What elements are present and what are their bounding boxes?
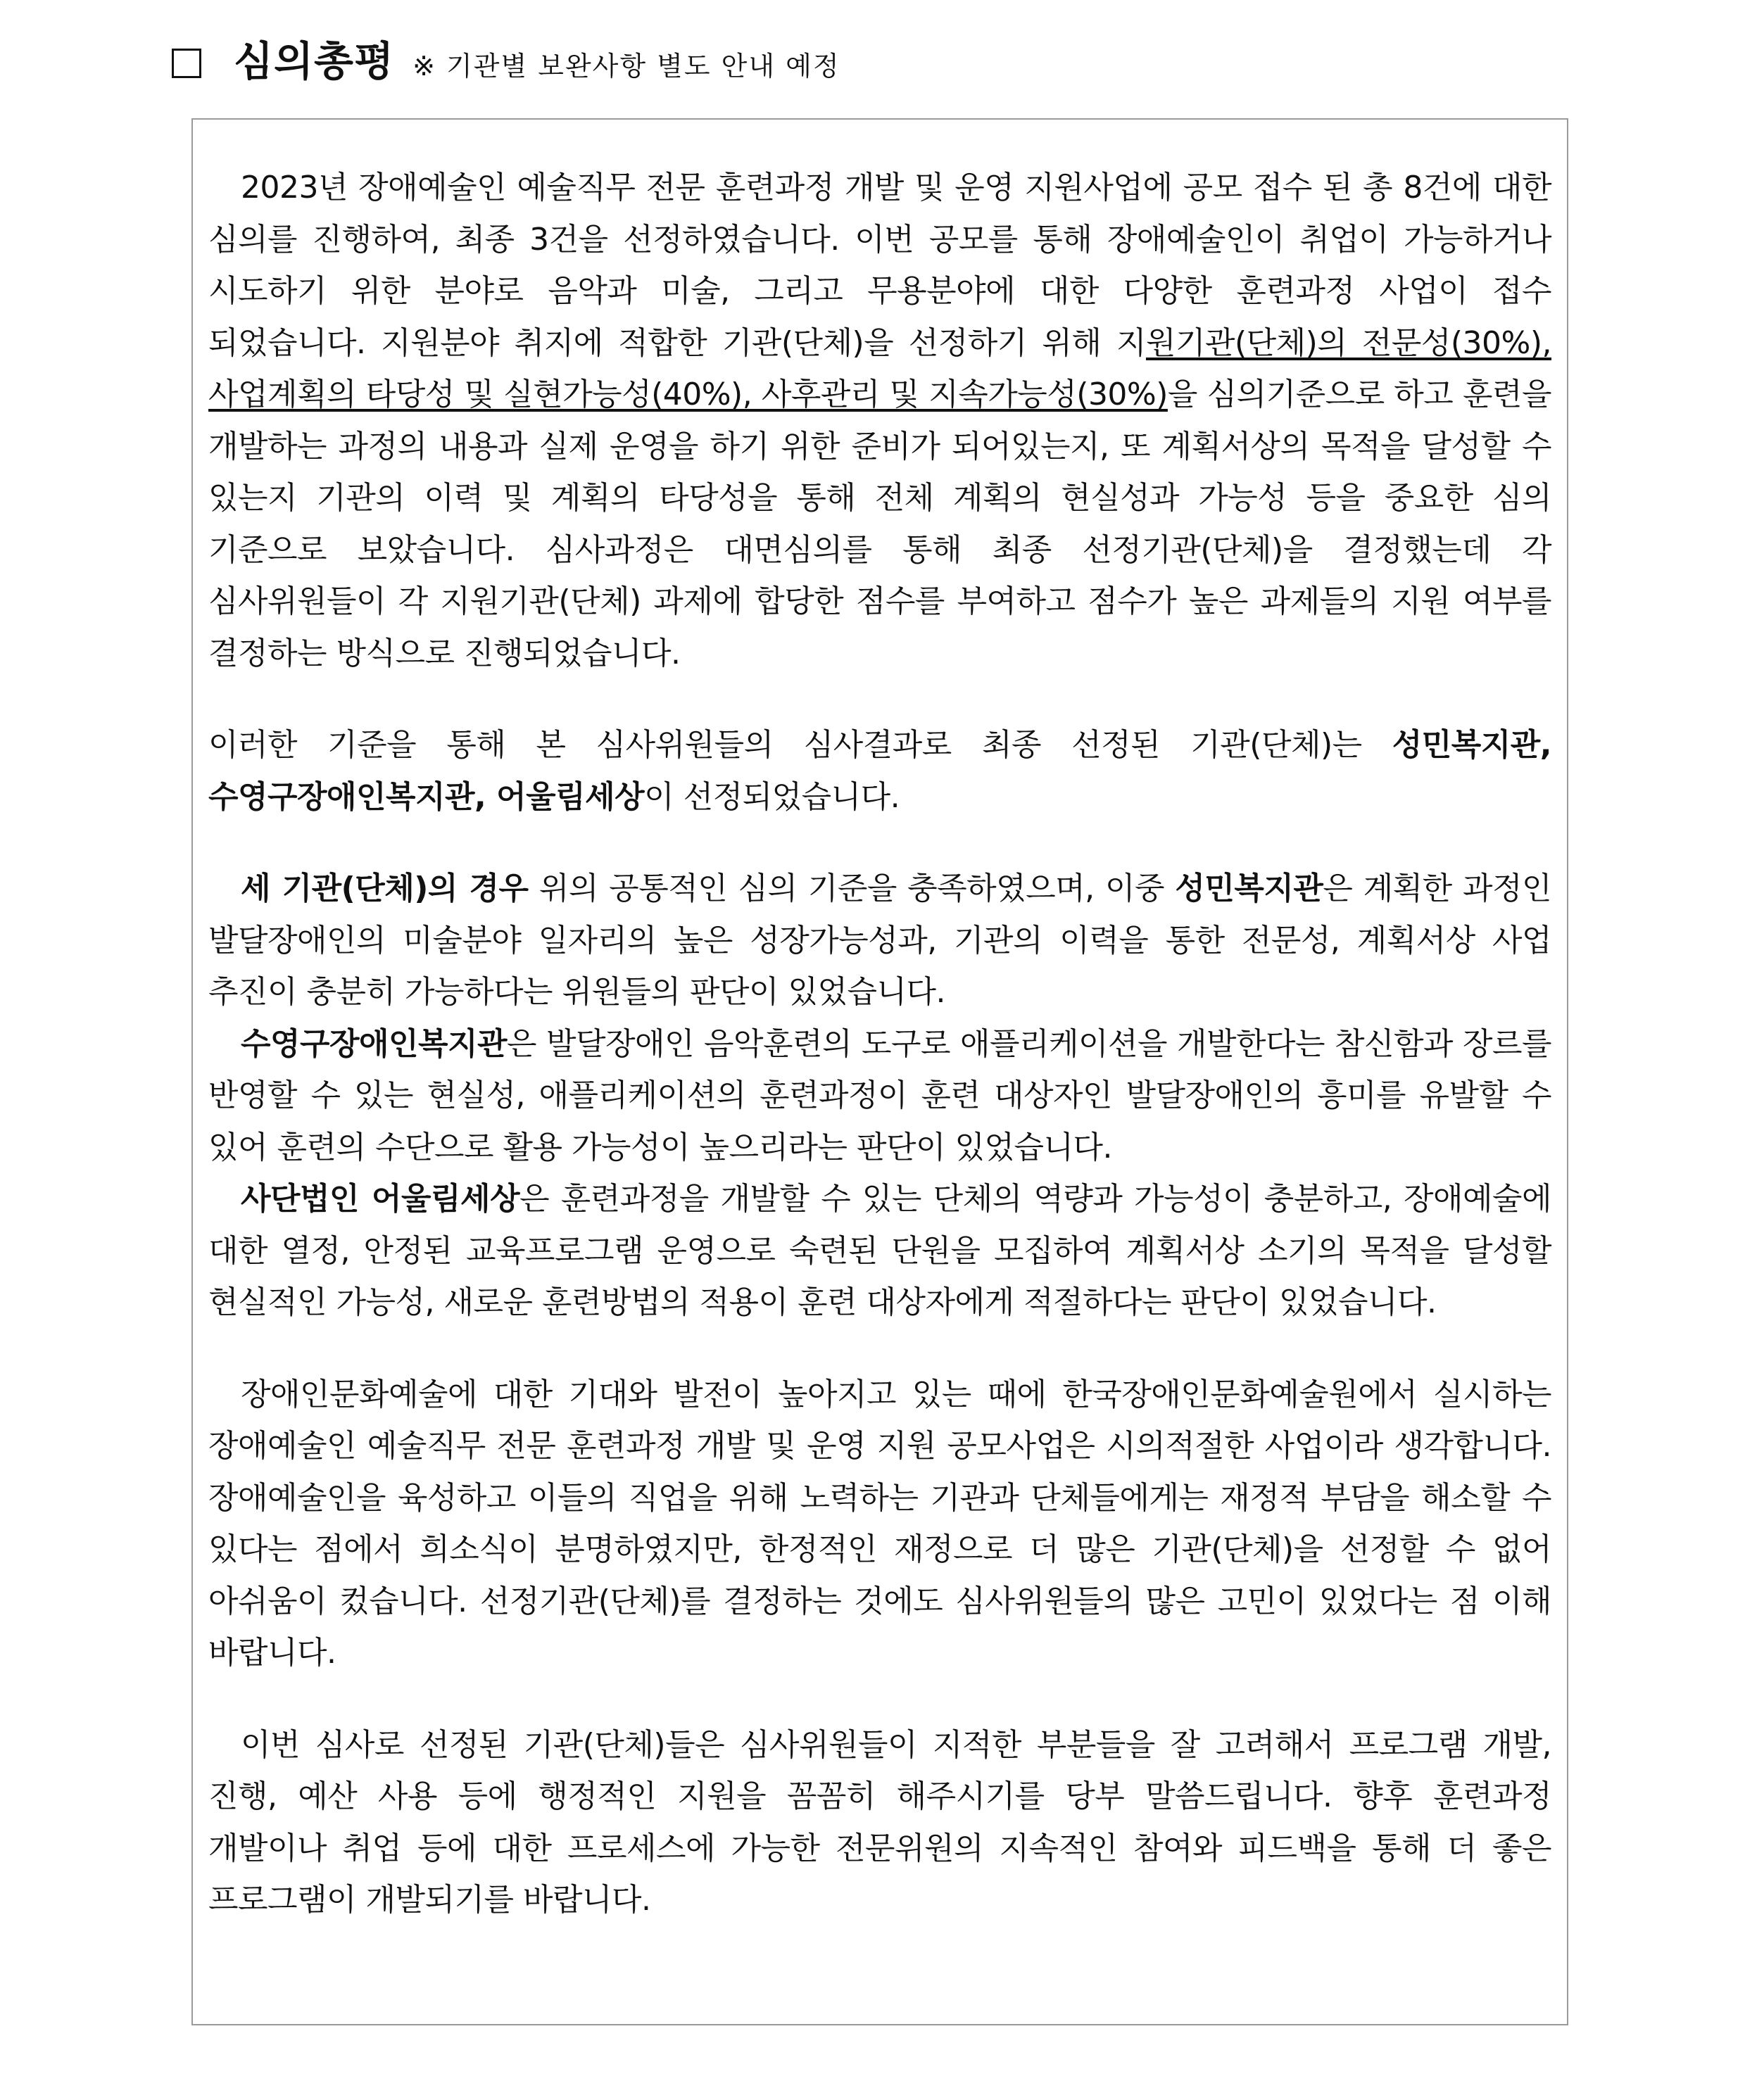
section-title: 심의총평 xyxy=(234,37,395,85)
institution-name: 사단법인 어울림세상 xyxy=(241,1181,520,1217)
paragraph-text: 은 훈련과정을 개발할 수 있는 단체의 역량과 가능성이 충분하고, 장애예술에 대한 열정, 안정된 교육프로그램 운영으로 숙련된 단원을 모집하여 계획서상 소기의 목적을 달성할 현실적인 가능성, 새로운 훈련방법의 적용이 훈련 대상자에게 적절하다는 판단이 있었습니다. xyxy=(208,1181,1552,1320)
paragraph-suyeong xyxy=(208,1018,1551,1174)
institution-name: 수영구장애인복지관 xyxy=(241,1025,508,1062)
bold-phrase: 세 기관(단체)의 경우 xyxy=(241,871,529,906)
paragraph-text: 은 계획한 과정인 발달장애인의 미술분야 일자리의 높은 성장가능성과, 기관의 이력을 통한 전문성, 계획서상 사업 추진이 충분히 가능하다는 위원들의 판단이 있었습니다. xyxy=(208,871,1551,1010)
paragraph-text: 이러한 기준을 통해 본 심사위원들의 심사결과로 최종 선정된 기관(단체)는 xyxy=(208,727,1392,763)
paragraph-text: 은 발달장애인 음악훈련의 도구로 애플리케이션을 개발한다는 참신함과 장르를 반영할 수 있는 현실성, 애플리케이션의 훈련과정이 훈련 대상자인 발달장애인의 흥미를 유발할 수 있어 훈련의 수단으로 활용 가능성이 높으리라는 판단이 있었습니다. xyxy=(208,1025,1551,1165)
criteria-underlined: 원기관(단체)의 전문성(30%), 사업계획의 타당성 및 실현가능성(40%), 사후관리 및 지속가능성(30%) xyxy=(208,324,1552,412)
section-header xyxy=(172,28,840,87)
section-note: ※ 기관별 보완사항 별도 안내 예정 xyxy=(412,51,840,82)
paragraph-outlook: 장애인문화예술에 대한 기대와 발전이 높아지고 있는 때에 한국장애인문화예술원에서 실시하는 장애예술인 예술직무 전문 훈련과정 개발 및 운영 지원 공모사업은 시의적절한 사업이라 생각합니다. 장애예술인을 육성하고 이들의 직업을 위해 노력하는 기관과 단체들에게는 재정적 부담을 해소할 수 있다는 점에서 희소식이 분명하였지만, 한정적인 재정으로 더 많은 기관(단체)을 선정할 수 없어 아쉬움이 컸습니다. 선정기관(단체)를 결정하는 것에도 심사위원들의 많은 고민이 있었다는 점 이해 바랍니다. xyxy=(208,1376,1551,1671)
paragraph-closing: 이번 심사로 선정된 기관(단체)들은 심사위원들이 지적한 부분들을 잘 고려해서 프로그램 개발, 진행, 예산 사용 등에 행정적인 지원을 꼼꼼히 해주시기를 당부 말씀드립니다. 향후 훈련과정 개발이나 취업 등에 대한 프로세스에 가능한 전문위원의 지속적인 참여와 피드백을 통해 더 좋은 프로그램이 개발되기를 바랍니다. xyxy=(208,1726,1551,1918)
checkbox-square-icon xyxy=(172,49,201,78)
paragraph-text: 위의 공통적인 심의 기준을 충족하였으며, 이중 xyxy=(528,871,1176,906)
paragraph-text: 2023년 장애예술인 예술직무 전문 훈련과정 개발 및 운영 지원사업에 공모 접수 된 총 8건에 대한 심의를 진행하여, 최종 3건을 선정하였습니다. 이번 공모를 통해 장애예술인이 취업이 가능하거나 시도하기 위한 분야로 음악과 미술, 그리고 무용분야에 대한 다양한 훈련과정 사업이 접수 되었습니다. 지원분야 취지에 적합한 기관(단체)을 선정하기 위해 지 xyxy=(208,170,1551,361)
paragraph-eoullim xyxy=(208,1173,1551,1329)
institution-name: 성민복지관 xyxy=(1175,871,1323,906)
paragraph-selection-result xyxy=(208,719,1551,823)
paragraph-text: 을 심의기준으로 하고 훈련을 개발하는 과정의 내용과 실제 운영을 하기 위한 준비가 되어있는지, 또 계획서상의 목적을 달성할 수 있는지 기관의 이력 및 계획의 타당성을 통해 전체 계획의 현실성과 가능성 등을 중요한 심의 기준으로 보았습니다. 심사과정은 대면심의를 통해 최종 선정기관(단체)을 결정했는데 각 심사위원들이 각 지원기관(단체) 과제에 합당한 점수를 부여하고 점수가 높은 과제들의 지원 여부를 결정하는 방식으로 진행되었습니다. xyxy=(208,377,1551,671)
review-summary-box xyxy=(191,118,1568,2025)
paragraph-seongmin xyxy=(208,863,1551,1018)
paragraph-text: 이 선정되었습니다. xyxy=(644,778,900,815)
paragraph-criteria xyxy=(208,162,1551,679)
selected-institutions: 성민복지관, 수영구장애인복지관, 어울림세상 xyxy=(208,727,1551,815)
